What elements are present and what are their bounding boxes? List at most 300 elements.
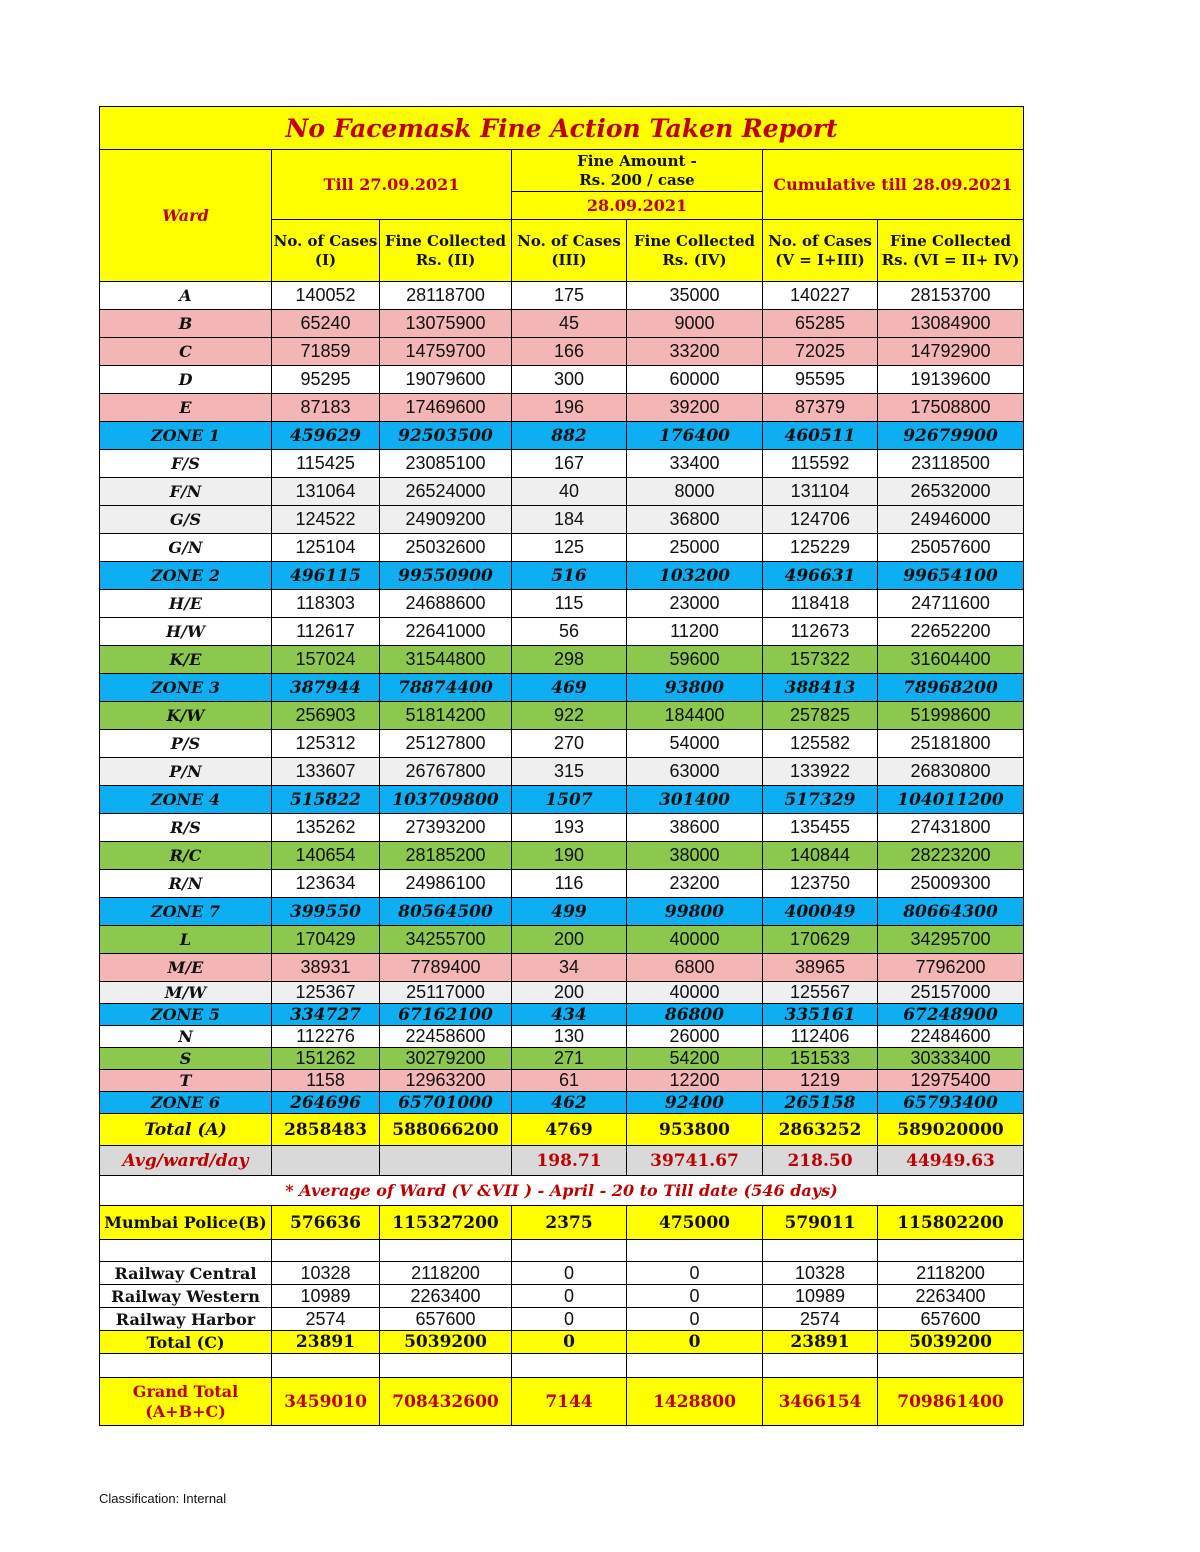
value-cell: 517329	[763, 786, 878, 814]
value-cell: 157024	[272, 646, 380, 674]
value-cell: 28223200	[878, 842, 1024, 870]
value-cell: 23891	[272, 1331, 380, 1354]
value-cell: 54000	[627, 730, 763, 758]
value-cell: 61	[512, 1070, 627, 1092]
value-cell: 24909200	[380, 506, 512, 534]
ward-row	[100, 1070, 1024, 1092]
value-cell: 65793400	[878, 1092, 1024, 1114]
value-cell: 24946000	[878, 506, 1024, 534]
value-cell: 31604400	[878, 646, 1024, 674]
value-cell: 24688600	[380, 590, 512, 618]
fine-amount-line1: Fine Amount -	[577, 151, 697, 170]
ward-row	[100, 702, 1024, 730]
value-cell: 103709800	[380, 786, 512, 814]
value-cell: 1507	[512, 786, 627, 814]
value-cell: 8000	[627, 478, 763, 506]
report-title: No Facemask Fine Action Taken Report	[100, 107, 1024, 150]
value-cell: 265158	[763, 1092, 878, 1114]
value-cell: 22641000	[380, 618, 512, 646]
value-cell: 63000	[627, 758, 763, 786]
ward-row	[100, 954, 1024, 982]
value-cell: 123750	[763, 870, 878, 898]
value-cell: 25157000	[878, 982, 1024, 1004]
value-cell: 515822	[272, 786, 380, 814]
ward-name: B	[100, 310, 272, 338]
value-cell: 399550	[272, 898, 380, 926]
ward-name: ZONE 5	[100, 1004, 272, 1026]
avg-row	[100, 1146, 1024, 1176]
value-cell: 133607	[272, 758, 380, 786]
value-cell: 99800	[627, 898, 763, 926]
col-header-iv: Fine Collected Rs. (IV)	[627, 220, 763, 282]
value-cell: 95295	[272, 366, 380, 394]
value-cell: 26767800	[380, 758, 512, 786]
value-cell: 5039200	[380, 1331, 512, 1354]
value-cell: 39741.67	[627, 1146, 763, 1176]
value-cell: 7796200	[878, 954, 1024, 982]
value-cell: 0	[627, 1262, 763, 1285]
value-cell: 25009300	[878, 870, 1024, 898]
value-cell: 125582	[763, 730, 878, 758]
value-cell: 579011	[763, 1206, 878, 1240]
value-cell: 25000	[627, 534, 763, 562]
value-cell: 298	[512, 646, 627, 674]
value-cell: 36800	[627, 506, 763, 534]
value-cell: 26524000	[380, 478, 512, 506]
grand-total-row	[100, 1378, 1024, 1426]
value-cell: 14792900	[878, 338, 1024, 366]
blank-cell	[763, 1240, 878, 1262]
value-cell: 65240	[272, 310, 380, 338]
value-cell: 125312	[272, 730, 380, 758]
value-cell: 40000	[627, 982, 763, 1004]
value-cell: 335161	[763, 1004, 878, 1026]
value-cell: 115592	[763, 450, 878, 478]
col-header-i: No. of Cases (I)	[272, 220, 380, 282]
value-cell: 576636	[272, 1206, 380, 1240]
value-cell: 23891	[763, 1331, 878, 1354]
value-cell: 51814200	[380, 702, 512, 730]
fine-amount-header	[512, 150, 763, 192]
ward-row	[100, 982, 1024, 1004]
ward-header: Ward	[100, 150, 272, 282]
value-cell: 59600	[627, 646, 763, 674]
ward-name: F/S	[100, 450, 272, 478]
ward-name: F/N	[100, 478, 272, 506]
value-cell: 19079600	[380, 366, 512, 394]
value-cell: 170429	[272, 926, 380, 954]
value-cell: 0	[512, 1285, 627, 1308]
zone-row	[100, 422, 1024, 450]
value-cell: 2263400	[878, 1285, 1024, 1308]
value-cell: 92679900	[878, 422, 1024, 450]
ward-name: ZONE 2	[100, 562, 272, 590]
value-cell: 25127800	[380, 730, 512, 758]
ward-row	[100, 758, 1024, 786]
ward-row	[100, 618, 1024, 646]
value-cell: 86800	[627, 1004, 763, 1026]
value-cell: 12200	[627, 1070, 763, 1092]
value-cell: 190	[512, 842, 627, 870]
value-cell: 462	[512, 1092, 627, 1114]
value-cell: 0	[627, 1285, 763, 1308]
ward-row	[100, 1048, 1024, 1070]
value-cell: 28153700	[878, 282, 1024, 310]
value-cell: 496631	[763, 562, 878, 590]
col-header-v: No. of Cases (V = I+III)	[763, 220, 878, 282]
ward-row	[100, 282, 1024, 310]
blank-cell	[878, 1240, 1024, 1262]
blank-cell	[272, 1354, 380, 1378]
value-cell: 708432600	[380, 1378, 512, 1426]
ward-name: D	[100, 366, 272, 394]
value-cell: 882	[512, 422, 627, 450]
value-cell: 60000	[627, 366, 763, 394]
col-header-vi: Fine Collected Rs. (VI = II+ IV)	[878, 220, 1024, 282]
value-cell: 709861400	[878, 1378, 1024, 1426]
value-cell: 65701000	[380, 1092, 512, 1114]
ward-name: H/E	[100, 590, 272, 618]
col-header-iii: No. of Cases (III)	[512, 220, 627, 282]
ward-name: ZONE 6	[100, 1092, 272, 1114]
value-cell: 17508800	[878, 394, 1024, 422]
till-date-header: Till 27.09.2021	[272, 150, 512, 220]
value-cell: 516	[512, 562, 627, 590]
value-cell: 459629	[272, 422, 380, 450]
value-cell: 166	[512, 338, 627, 366]
average-note: * Average of Ward (V &VII ) - April - 20 to Till date (546 days)	[100, 1176, 1024, 1206]
ward-name: N	[100, 1026, 272, 1048]
value-cell: 80564500	[380, 898, 512, 926]
value-cell: 17469600	[380, 394, 512, 422]
value-cell: 99654100	[878, 562, 1024, 590]
value-cell: 135455	[763, 814, 878, 842]
value-cell: 33400	[627, 450, 763, 478]
ward-name: R/N	[100, 870, 272, 898]
value-cell: 270	[512, 730, 627, 758]
value-cell: 193	[512, 814, 627, 842]
value-cell: 39200	[627, 394, 763, 422]
value-cell: 38931	[272, 954, 380, 982]
value-cell: 112673	[763, 618, 878, 646]
value-cell: 13084900	[878, 310, 1024, 338]
blank-cell	[512, 1240, 627, 1262]
value-cell: 112276	[272, 1026, 380, 1048]
mumbai-police-label: Mumbai Police(B)	[100, 1206, 272, 1240]
value-cell: 315	[512, 758, 627, 786]
value-cell: 400049	[763, 898, 878, 926]
value-cell: 2574	[763, 1308, 878, 1331]
value-cell: 10989	[763, 1285, 878, 1308]
ward-name: A	[100, 282, 272, 310]
value-cell: 0	[512, 1262, 627, 1285]
value-cell: 65285	[763, 310, 878, 338]
value-cell: 51998600	[878, 702, 1024, 730]
value-cell: 12975400	[878, 1070, 1024, 1092]
ward-row	[100, 310, 1024, 338]
value-cell: 176400	[627, 422, 763, 450]
value-cell: 2263400	[380, 1285, 512, 1308]
date-header: 28.09.2021	[512, 192, 763, 220]
ward-name: C	[100, 338, 272, 366]
value-cell: 28118700	[380, 282, 512, 310]
report-table	[99, 106, 1024, 1426]
value-cell: 135262	[272, 814, 380, 842]
value-cell: 167	[512, 450, 627, 478]
value-cell: 95595	[763, 366, 878, 394]
ward-row	[100, 366, 1024, 394]
cumulative-header: Cumulative till 28.09.2021	[763, 150, 1024, 220]
value-cell: 301400	[627, 786, 763, 814]
value-cell: 7789400	[380, 954, 512, 982]
avg-label: Avg/ward/day	[100, 1146, 272, 1176]
railway-row	[100, 1262, 1024, 1285]
ward-name: G/N	[100, 534, 272, 562]
value-cell: 953800	[627, 1114, 763, 1146]
value-cell: 118418	[763, 590, 878, 618]
value-cell: 115327200	[380, 1206, 512, 1240]
blank-cell	[380, 1240, 512, 1262]
ward-row	[100, 646, 1024, 674]
value-cell: 40000	[627, 926, 763, 954]
value-cell: 2863252	[763, 1114, 878, 1146]
value-cell: 93800	[627, 674, 763, 702]
value-cell: 67248900	[878, 1004, 1024, 1026]
value-cell: 184400	[627, 702, 763, 730]
value-cell: 387944	[272, 674, 380, 702]
value-cell: 38965	[763, 954, 878, 982]
value-cell: 35000	[627, 282, 763, 310]
value-cell: 10989	[272, 1285, 380, 1308]
value-cell: 198.71	[512, 1146, 627, 1176]
value-cell: 72025	[763, 338, 878, 366]
ward-name: ZONE 7	[100, 898, 272, 926]
value-cell: 157322	[763, 646, 878, 674]
classification-footer: Classification: Internal	[99, 1491, 227, 1506]
value-cell: 87183	[272, 394, 380, 422]
value-cell: 34255700	[380, 926, 512, 954]
value-cell: 460511	[763, 422, 878, 450]
ward-name: H/W	[100, 618, 272, 646]
value-cell: 2118200	[878, 1262, 1024, 1285]
value-cell: 125	[512, 534, 627, 562]
value-cell: 0	[512, 1308, 627, 1331]
value-cell: 22652200	[878, 618, 1024, 646]
value-cell: 23000	[627, 590, 763, 618]
value-cell: 71859	[272, 338, 380, 366]
total-c-row	[100, 1331, 1024, 1354]
value-cell	[272, 1146, 380, 1176]
blank-cell	[627, 1354, 763, 1378]
value-cell: 7144	[512, 1378, 627, 1426]
blank-row-2	[100, 1354, 1024, 1378]
zone-row	[100, 1092, 1024, 1114]
value-cell: 2375	[512, 1206, 627, 1240]
ward-name: ZONE 3	[100, 674, 272, 702]
ward-name: R/C	[100, 842, 272, 870]
value-cell: 469	[512, 674, 627, 702]
ward-name: S	[100, 1048, 272, 1070]
value-cell: 496115	[272, 562, 380, 590]
value-cell: 2574	[272, 1308, 380, 1331]
ward-name: P/S	[100, 730, 272, 758]
value-cell: 14759700	[380, 338, 512, 366]
ward-name: E	[100, 394, 272, 422]
value-cell: 175	[512, 282, 627, 310]
value-cell: 78874400	[380, 674, 512, 702]
ward-name: L	[100, 926, 272, 954]
value-cell: 87379	[763, 394, 878, 422]
ward-name: M/E	[100, 954, 272, 982]
value-cell: 34295700	[878, 926, 1024, 954]
value-cell: 0	[627, 1308, 763, 1331]
railway-row	[100, 1285, 1024, 1308]
value-cell: 112406	[763, 1026, 878, 1048]
ward-name: G/S	[100, 506, 272, 534]
value-cell: 104011200	[878, 786, 1024, 814]
value-cell: 218.50	[763, 1146, 878, 1176]
ward-name: R/S	[100, 814, 272, 842]
value-cell: 40	[512, 478, 627, 506]
value-cell: 27431800	[878, 814, 1024, 842]
value-cell: 54200	[627, 1048, 763, 1070]
value-cell: 99550900	[380, 562, 512, 590]
ward-row	[100, 814, 1024, 842]
value-cell: 2858483	[272, 1114, 380, 1146]
value-cell: 125229	[763, 534, 878, 562]
value-cell: 300	[512, 366, 627, 394]
blank-row	[100, 1240, 1024, 1262]
ward-name: ZONE 4	[100, 786, 272, 814]
value-cell: 115425	[272, 450, 380, 478]
value-cell: 140052	[272, 282, 380, 310]
ward-row	[100, 590, 1024, 618]
value-cell: 184	[512, 506, 627, 534]
value-cell: 25057600	[878, 534, 1024, 562]
value-cell: 10328	[272, 1262, 380, 1285]
value-cell: 56	[512, 618, 627, 646]
value-cell: 133922	[763, 758, 878, 786]
value-cell: 140844	[763, 842, 878, 870]
blank-cell	[627, 1240, 763, 1262]
ward-row	[100, 506, 1024, 534]
value-cell: 22484600	[878, 1026, 1024, 1048]
total-c-label: Total (C)	[100, 1331, 272, 1354]
mumbai-police-row	[100, 1206, 1024, 1240]
value-cell: 124706	[763, 506, 878, 534]
blank-cell	[763, 1354, 878, 1378]
value-cell: 80664300	[878, 898, 1024, 926]
ward-name: K/E	[100, 646, 272, 674]
value-cell: 3459010	[272, 1378, 380, 1426]
value-cell: 434	[512, 1004, 627, 1026]
value-cell: 475000	[627, 1206, 763, 1240]
zone-row	[100, 898, 1024, 926]
value-cell: 25181800	[878, 730, 1024, 758]
value-cell: 657600	[380, 1308, 512, 1331]
ward-row	[100, 338, 1024, 366]
value-cell: 125104	[272, 534, 380, 562]
value-cell: 19139600	[878, 366, 1024, 394]
value-cell: 30279200	[380, 1048, 512, 1070]
value-cell: 33200	[627, 338, 763, 366]
ward-name: ZONE 1	[100, 422, 272, 450]
value-cell: 2118200	[380, 1262, 512, 1285]
value-cell: 12963200	[380, 1070, 512, 1092]
zone-row	[100, 786, 1024, 814]
ward-row	[100, 870, 1024, 898]
blank-cell	[100, 1240, 272, 1262]
value-cell: 257825	[763, 702, 878, 730]
value-cell: 24986100	[380, 870, 512, 898]
value-cell: 5039200	[878, 1331, 1024, 1354]
value-cell: 11200	[627, 618, 763, 646]
total-a-row	[100, 1114, 1024, 1146]
value-cell: 131064	[272, 478, 380, 506]
value-cell: 24711600	[878, 590, 1024, 618]
ward-row	[100, 730, 1024, 758]
value-cell: 125567	[763, 982, 878, 1004]
railway-label: Railway Central	[100, 1262, 272, 1285]
ward-name: P/N	[100, 758, 272, 786]
value-cell: 657600	[878, 1308, 1024, 1331]
value-cell: 200	[512, 982, 627, 1004]
ward-row	[100, 926, 1024, 954]
value-cell: 151262	[272, 1048, 380, 1070]
value-cell: 264696	[272, 1092, 380, 1114]
col-header-ii: Fine Collected Rs. (II)	[380, 220, 512, 282]
ward-name: K/W	[100, 702, 272, 730]
value-cell: 499	[512, 898, 627, 926]
value-cell: 140654	[272, 842, 380, 870]
railway-label: Railway Harbor	[100, 1308, 272, 1331]
value-cell: 1219	[763, 1070, 878, 1092]
value-cell: 26000	[627, 1026, 763, 1048]
value-cell: 6800	[627, 954, 763, 982]
value-cell: 34	[512, 954, 627, 982]
value-cell: 170629	[763, 926, 878, 954]
ward-row	[100, 450, 1024, 478]
ward-row	[100, 478, 1024, 506]
value-cell: 27393200	[380, 814, 512, 842]
value-cell: 130	[512, 1026, 627, 1048]
ward-row	[100, 1026, 1024, 1048]
value-cell: 589020000	[878, 1114, 1024, 1146]
note-row	[100, 1176, 1024, 1206]
zone-row	[100, 562, 1024, 590]
value-cell: 118303	[272, 590, 380, 618]
value-cell: 922	[512, 702, 627, 730]
value-cell: 30333400	[878, 1048, 1024, 1070]
value-cell: 92503500	[380, 422, 512, 450]
value-cell: 38600	[627, 814, 763, 842]
value-cell: 131104	[763, 478, 878, 506]
blank-cell	[100, 1354, 272, 1378]
value-cell: 588066200	[380, 1114, 512, 1146]
value-cell: 9000	[627, 310, 763, 338]
grand-total-label: Grand Total (A+B+C)	[100, 1378, 272, 1426]
zone-row	[100, 1004, 1024, 1026]
value-cell: 23200	[627, 870, 763, 898]
ward-row	[100, 394, 1024, 422]
value-cell: 78968200	[878, 674, 1024, 702]
value-cell: 22458600	[380, 1026, 512, 1048]
total-a-label: Total (A)	[100, 1114, 272, 1146]
value-cell: 151533	[763, 1048, 878, 1070]
value-cell: 256903	[272, 702, 380, 730]
value-cell: 124522	[272, 506, 380, 534]
blank-cell	[512, 1354, 627, 1378]
